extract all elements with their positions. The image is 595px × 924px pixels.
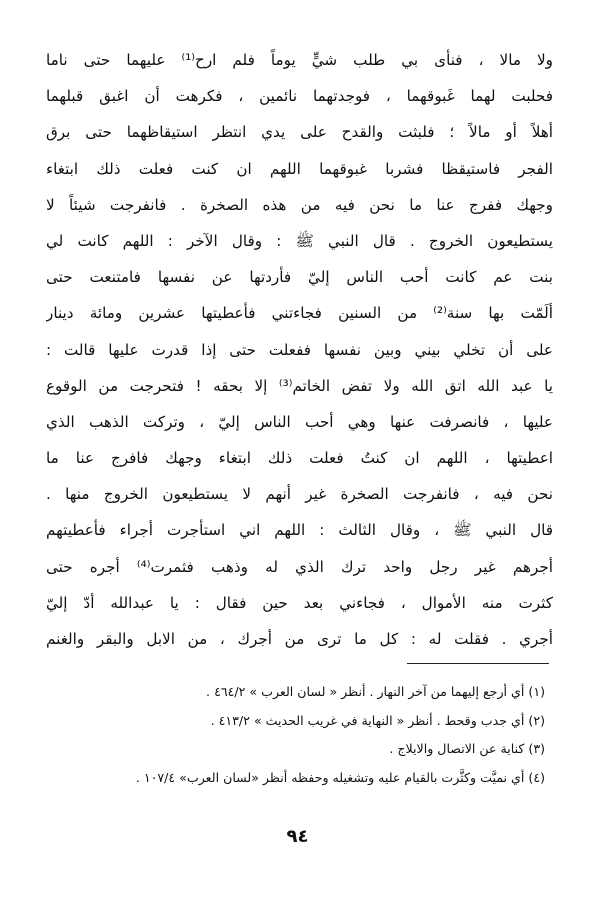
body-line: قال النبي ﷺ ، وقال الثالث : اللهم اني استأجرت أجراء فأعطيتهم bbox=[46, 521, 553, 540]
body-text bbox=[46, 42, 553, 657]
body-line: نحن فيه ، فانفرجت الصخرة غير أنهم لا يستطيعون الخروج منها . bbox=[46, 485, 553, 504]
footnotes bbox=[45, 678, 545, 792]
body-line: أجري . فقلت له : كل ما ترى من أجرك ، من الابل والبقر والغنم bbox=[46, 630, 553, 648]
footnote-2: (٢) أي جدب وقحط . أنظر « النهاية في غريب الحديث » ٤١٣/٢ . bbox=[210, 712, 545, 728]
footnote-separator bbox=[407, 663, 549, 664]
body-line: اعطيتها ، اللهم ان كنتُ فعلت ذلك ابتغاء وجهك فافرج عنا ما bbox=[46, 449, 553, 468]
footnote-1: (١) أي أرجع إليهما من آخر النهار . أنظر « لسان العرب » ٤٦٤/٢ . bbox=[206, 684, 545, 699]
body-line: وجهك ففرج عنا ما نحن فيه من هذه الصخرة . فانفرجت شيئاً لا bbox=[46, 195, 553, 214]
page-number: ٩٤ bbox=[286, 826, 309, 847]
body-line: أهلاً أو مالاً ؛ فلبثت والقدح على يدي انتظر استيقاظهما حتى برق bbox=[46, 123, 553, 142]
body-line: كثرت منه الأموال ، فجاءني بعد حين فقال : يا عبدالله أدّ إليّ bbox=[46, 593, 553, 612]
body-line: أجرهم غير رجل واحد ترك الذي له وذهب فثمرت⁽⁴⁾ أجره حتى bbox=[46, 557, 553, 576]
body-line: على أن تخلي بيني وبين نفسها ففعلت حتى إذا قدرت عليها قالت : bbox=[46, 340, 553, 359]
body-line: ألَمّت بها سنة⁽²⁾ من السنين فجاءتني فأعطيتها عشرين ومائة دينار bbox=[46, 304, 553, 323]
body-line: ولا مالا ، فنأى بي طلب شيٍّ يوماً فلم ارح⁽¹⁾ عليهما حتى ناما bbox=[46, 51, 553, 69]
footnote-3: (٣) كناية عن الاتصال والايلاج . bbox=[389, 741, 545, 757]
body-line: عليها ، فانصرفت عنها وهي أحب الناس إليّ ، وتركت الذهب الذي bbox=[46, 412, 553, 431]
body-line: بنت عم كانت أحب الناس إليّ فأردتها عن نفسها فامتنعت حتى bbox=[46, 268, 553, 287]
body-line: يا عبد الله اتق الله ولا تفض الخاتم⁽³⁾ إلا بحقه ! فتحرجت من الوقوع bbox=[46, 376, 553, 395]
body-line: يستطيعون الخروج . قال النبي ﷺ : وقال الآخر : اللهم كانت لي bbox=[46, 231, 553, 250]
body-line: فحلبت لهما غَبوقهما ، فوجدتهما نائمين ، فكرهت أن اغبق قبلهما bbox=[46, 87, 553, 106]
body-line: الفجر فاستيقظا فشربا غبوقهما اللهم ان كنت فعلت ذلك ابتغاء bbox=[46, 159, 553, 178]
footnote-4: (٤) أي نميَّت وكثَّرت بالقيام عليه وتشغيله وحفظه أنظر «لسان العرب» ١٠٧/٤ . bbox=[135, 769, 545, 785]
